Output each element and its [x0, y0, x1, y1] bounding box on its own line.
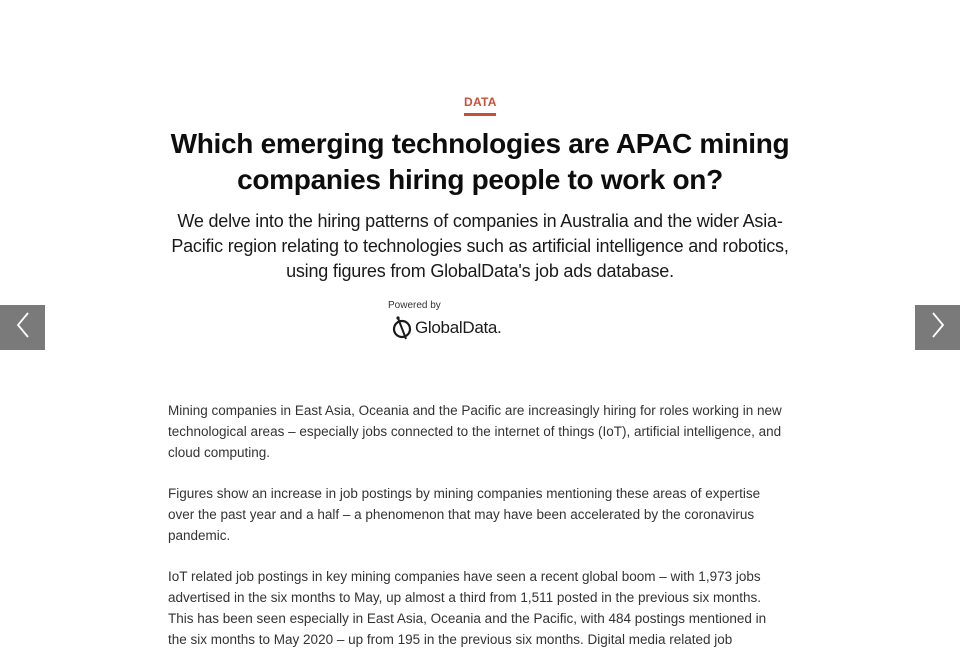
article-paragraph: IoT related job postings in key mining companies have seen a recent global boom – with 1,973 jobs advertised in the six months to May, up almost a third from 1,511 posted in the previous six months. This has been seen especially in East Asia, Oceania and the Pacific, with 484 postings mentioned in the six months to May 2020 – up from 195 in the previous six months. Digital media related job — [168, 569, 767, 647]
previous-slide-button[interactable] — [0, 305, 45, 350]
article-paragraph: Figures show an increase in job postings by mining companies mentioning these areas of expertise over the past year and a half – a phenomenon that may have been accelerated by the coronavirus pandemic. — [168, 486, 761, 543]
globaldata-logo[interactable] — [391, 315, 501, 341]
globaldata-logo-text: GlobalData. — [415, 318, 502, 337]
article-body — [168, 400, 788, 670]
chevron-right-icon — [930, 311, 946, 344]
powered-by-label: Powered by — [388, 300, 441, 311]
category-tag[interactable]: DATA — [464, 94, 496, 116]
globaldata-logo-icon — [391, 315, 413, 341]
page-title: Which emerging technologies are APAC mining companies hiring people to work on? — [170, 128, 790, 195]
chevron-left-icon — [15, 311, 31, 344]
article-paragraph: Mining companies in East Asia, Oceania and the Pacific are increasingly hiring for roles working in new technological areas – especially jobs connected to the internet of things (IoT), artificial intelligence, and cloud computing. — [168, 403, 782, 460]
page-subtitle: We delve into the hiring patterns of companies in Australia and the wider Asia-Pacific region relating to technologies such as artificial intelligence and robotics, using figures from GlobalData's job ads database. — [171, 211, 789, 281]
next-slide-button[interactable] — [915, 305, 960, 350]
